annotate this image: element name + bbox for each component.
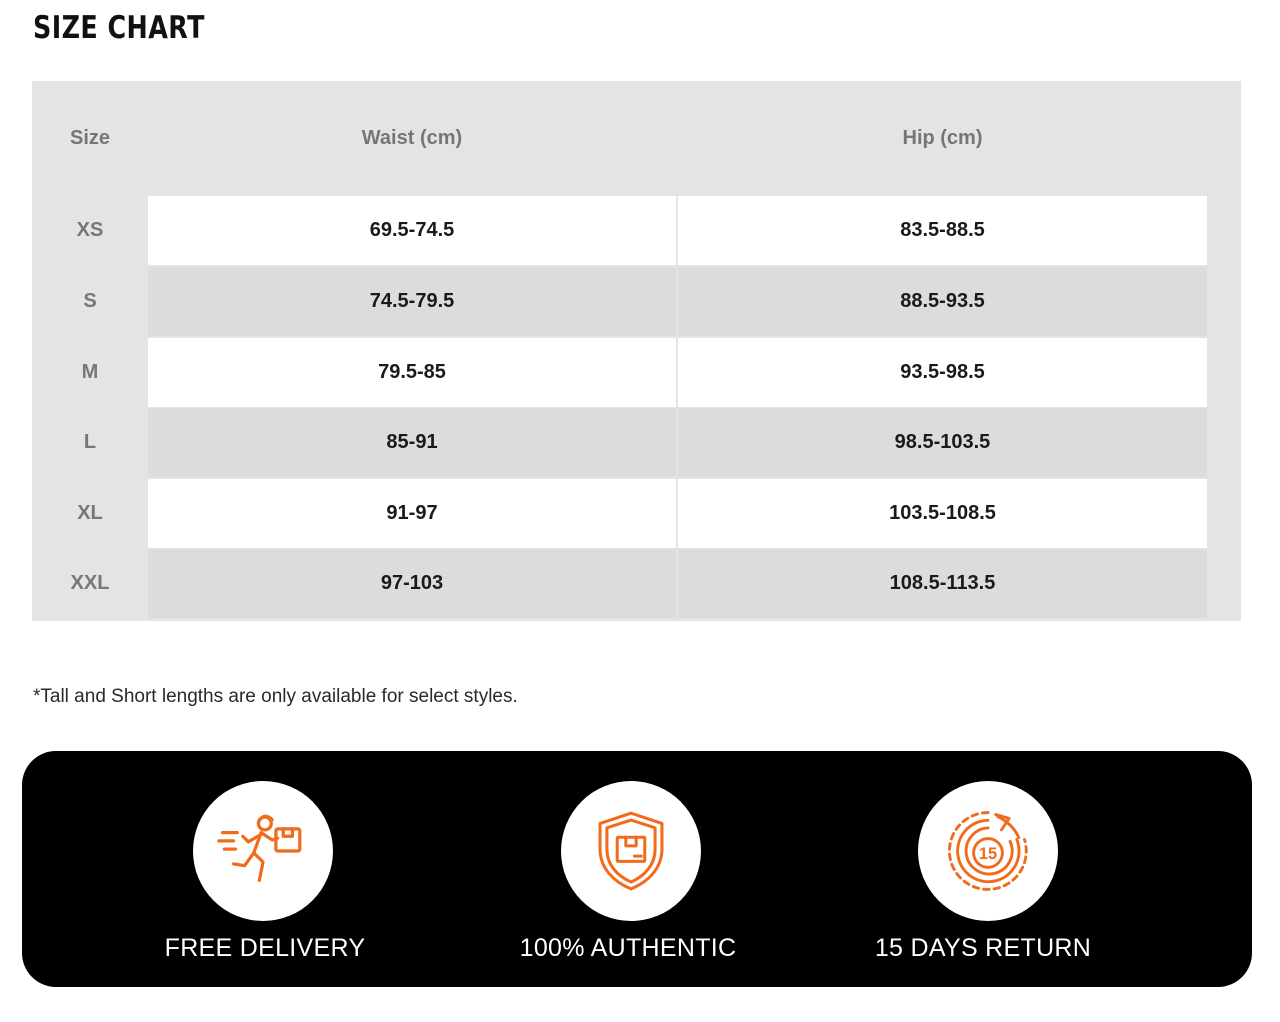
hip-cell: 88.5-93.5 bbox=[678, 267, 1207, 336]
icon-circle bbox=[918, 781, 1058, 921]
waist-cell: 85-91 bbox=[148, 408, 676, 477]
waist-cell: 79.5-85 bbox=[148, 338, 676, 407]
features-banner bbox=[22, 751, 1252, 987]
table-row bbox=[32, 408, 1241, 477]
size-cell: XS bbox=[76, 219, 104, 241]
size-cell: XL bbox=[77, 502, 103, 524]
table-row bbox=[32, 196, 1241, 265]
page-title: SIZE CHART bbox=[33, 10, 205, 46]
waist-cell: 74.5-79.5 bbox=[148, 267, 676, 336]
hip-cell: 103.5-108.5 bbox=[678, 479, 1207, 548]
feature-label: 15 DAYS RETURN bbox=[874, 934, 1092, 962]
table-row bbox=[32, 338, 1241, 407]
size-cell: S bbox=[83, 290, 97, 312]
icon-circle bbox=[193, 781, 333, 921]
header-hip: Hip (cm) bbox=[902, 127, 983, 149]
footnote: *Tall and Short lengths are only available for select styles. bbox=[33, 686, 518, 707]
size-chart-table bbox=[32, 81, 1241, 621]
header-size: Size bbox=[69, 127, 111, 149]
hip-cell: 98.5-103.5 bbox=[678, 408, 1207, 477]
hip-cell: 93.5-98.5 bbox=[678, 338, 1207, 407]
header-waist: Waist (cm) bbox=[361, 127, 463, 149]
table-row bbox=[32, 479, 1241, 548]
feature-label: 100% AUTHENTIC bbox=[519, 934, 737, 962]
waist-cell: 91-97 bbox=[148, 479, 676, 548]
shield-box-icon bbox=[588, 808, 674, 894]
icon-circle bbox=[561, 781, 701, 921]
return-15-days-icon bbox=[940, 803, 1036, 899]
table-row bbox=[32, 549, 1241, 618]
feature-return bbox=[803, 751, 1163, 987]
feature-label: FREE DELIVERY bbox=[164, 934, 366, 962]
size-cell: M bbox=[81, 361, 99, 383]
size-cell: L bbox=[83, 431, 97, 453]
feature-authentic bbox=[448, 751, 808, 987]
hip-cell: 83.5-88.5 bbox=[678, 196, 1207, 265]
waist-cell: 97-103 bbox=[148, 549, 676, 618]
table-row bbox=[32, 267, 1241, 336]
delivery-runner-icon bbox=[217, 805, 309, 897]
return-days-number: 15 bbox=[978, 845, 998, 864]
size-cell: XXL bbox=[70, 572, 110, 594]
hip-cell: 108.5-113.5 bbox=[678, 549, 1207, 618]
feature-free-delivery bbox=[85, 751, 445, 987]
waist-cell: 69.5-74.5 bbox=[148, 196, 676, 265]
